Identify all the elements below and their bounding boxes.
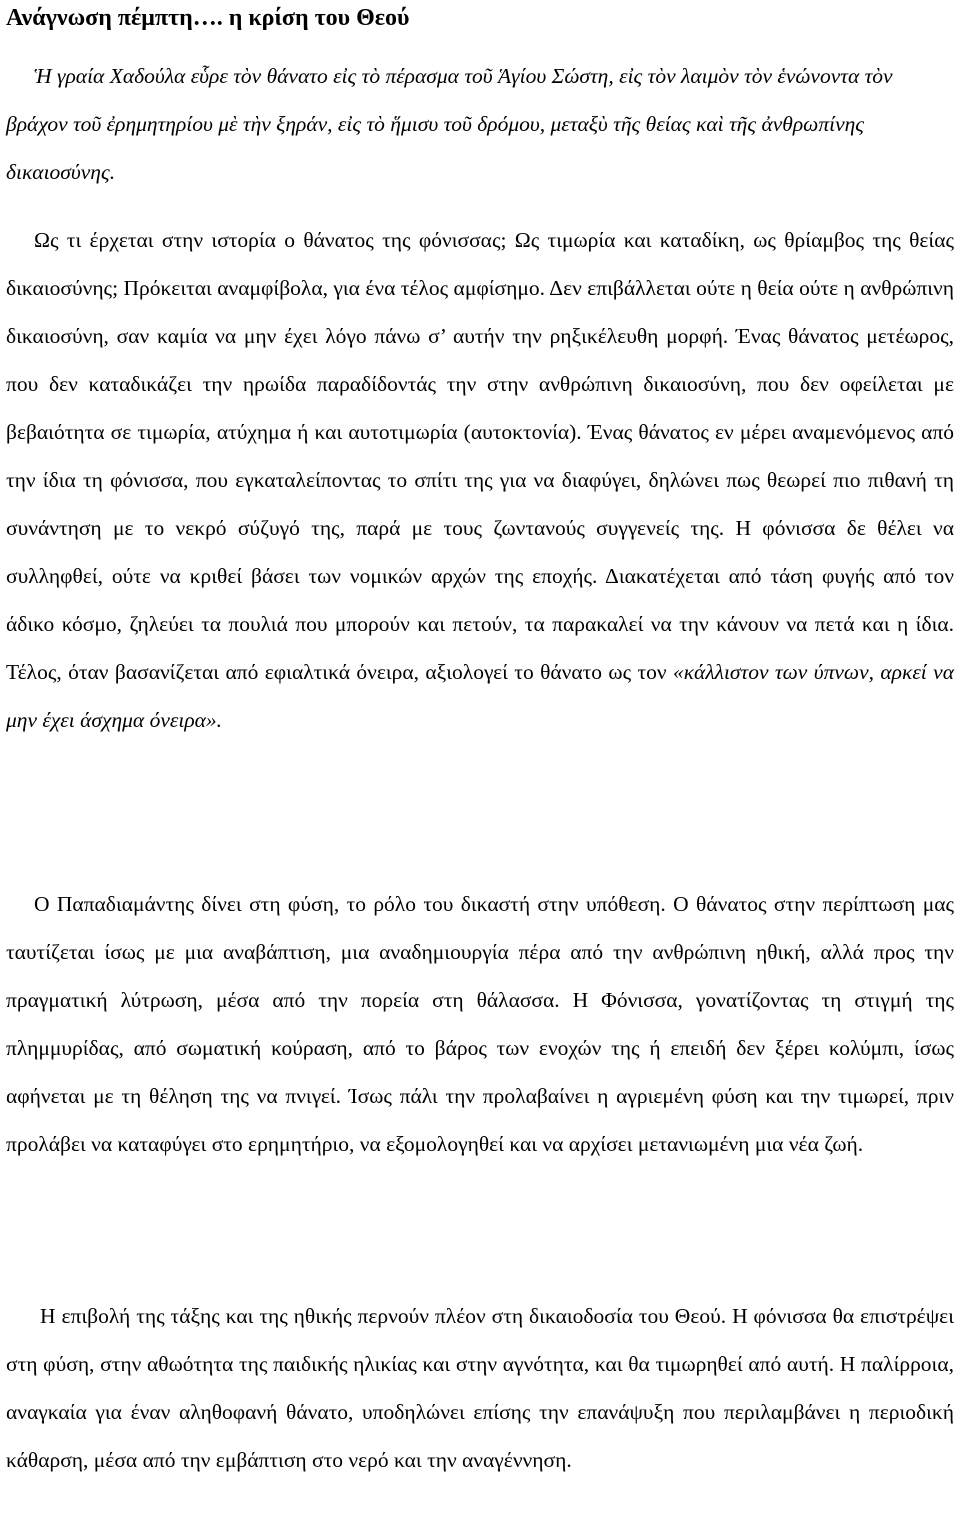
paragraph-1-quote: «κάλλιστον των ύπνων, αρκεί να μην έχει άσχημα όνειρα». (6, 660, 954, 732)
epigraph-quote: Ἡ γραία Χαδούλα εὗρε τὸν θάνατο εἰς τὸ πέρασμα τοῦ Ἁγίου Σώστη, εἰς τὸν λαιμὸν τὸν ἑνώνοντα τὸν βράχον τοῦ ἐρημητηρίου μὲ τὴν ξηράν, εἰς τὸ ἥμισυ τοῦ δρόμου, μεταξὺ τῆς θείας καὶ τῆς ἀνθρωπίνης δικαιοσύνης. (6, 64, 893, 184)
paragraph-1 (6, 216, 954, 744)
paragraph-3: Η επιβολή της τάξης και της ηθικής περνούν πλέον στη δικαιοδοσία του Θεού. Η φόνισσα θα επιστρέψει στη φύση, στην αθωότητα της παιδικής ηλικίας και στην αγνότητα, και θα τιμωρηθεί από αυτή. Η παλίρροια, αναγκαία για έναν αληθοφανή θάνατο, υποδηλώνει επίσης την επανάψυξη που περιλαμβάνει η περιοδική κάθαρση, μέσα από την εμβάπτιση στο νερό και την αναγέννηση. (6, 1304, 954, 1472)
paragraph-2: Ο Παπαδιαμάντης δίνει στη φύση, το ρόλο του δικαστή στην υπόθεση. Ο θάνατος στην περίπτωση μας ταυτίζεται ίσως με μια αναβάπτιση, μια αναδημιουργία πέρα από την ανθρώπινη ηθική, αλλά προς την πραγματική λύτρωση, μέσα από την πορεία στη θάλασσα. Η Φόνισσα, γονατίζοντας τη στιγμή της πλημμυρίδας, από σωματική κούραση, από το βάρος των ενοχών της ή επειδή δεν ξέρει κολύμπι, ίσως αφήνεται με τη θέληση της να πνιγεί. Ίσως πάλι την προλαβαίνει η αγριεμένη φύση και την τιμωρεί, πριν προλάβει να καταφύγει στο ερημητήριο, να εξομολογηθεί και να αρχίσει μετανιωμένη μια νέα ζωή. (6, 892, 954, 1156)
document-title: Ανάγνωση πέμπτη…. η κρίση του Θεού (6, 5, 410, 31)
paragraph-1-text: Ως τι έρχεται στην ιστορία ο θάνατος της φόνισσας; Ως τιμωρία και καταδίκη, ως θρίαμβος της θείας δικαιοσύνης; Πρόκειται αναμφίβολα, για ένα τέλος αμφίσημο. Δεν επιβάλλεται ούτε η θεία ούτε η ανθρώπινη δικαιοσύνη, σαν καμία να μην έχει λόγο πάνω σ’ αυτήν την ρηξικέλευθη μορφή. Ένας θάνατος μετέωρος, που δεν καταδικάζει την ηρωίδα παραδίδοντάς την στην ανθρώπινη δικαιοσύνη, που δεν οφείλεται με βεβαιότητα σε τιμωρία, ατύχημα ή και αυτοτιμωρία (αυτοκτονία). Ένας θάνατος εν μέρει αναμενόμενος από την ίδια τη φόνισσα, που εγκαταλείποντας το σπίτι της για να διαφύγει, δηλώνει πως θεωρεί πιο πιθανή τη συνάντηση με το νεκρό σύζυγό της, παρά με τους ζωντανούς συγγενείς της. Η φόνισσα δε θέλει να συλληφθεί, ούτε να κριθεί βάσει των νομικών αρχών της εποχής. Διακατέχεται από τάση φυγής από τον άδικο κόσμο, ζηλεύει τα πουλιά που μπορούν και πετούν, τα παρακαλεί να την κάνουν να πετά και η ίδια. Τέλος, όταν βασανίζεται από εφιαλτικά όνειρα, αξιολογεί το θάνατο ως τον (6, 228, 954, 684)
